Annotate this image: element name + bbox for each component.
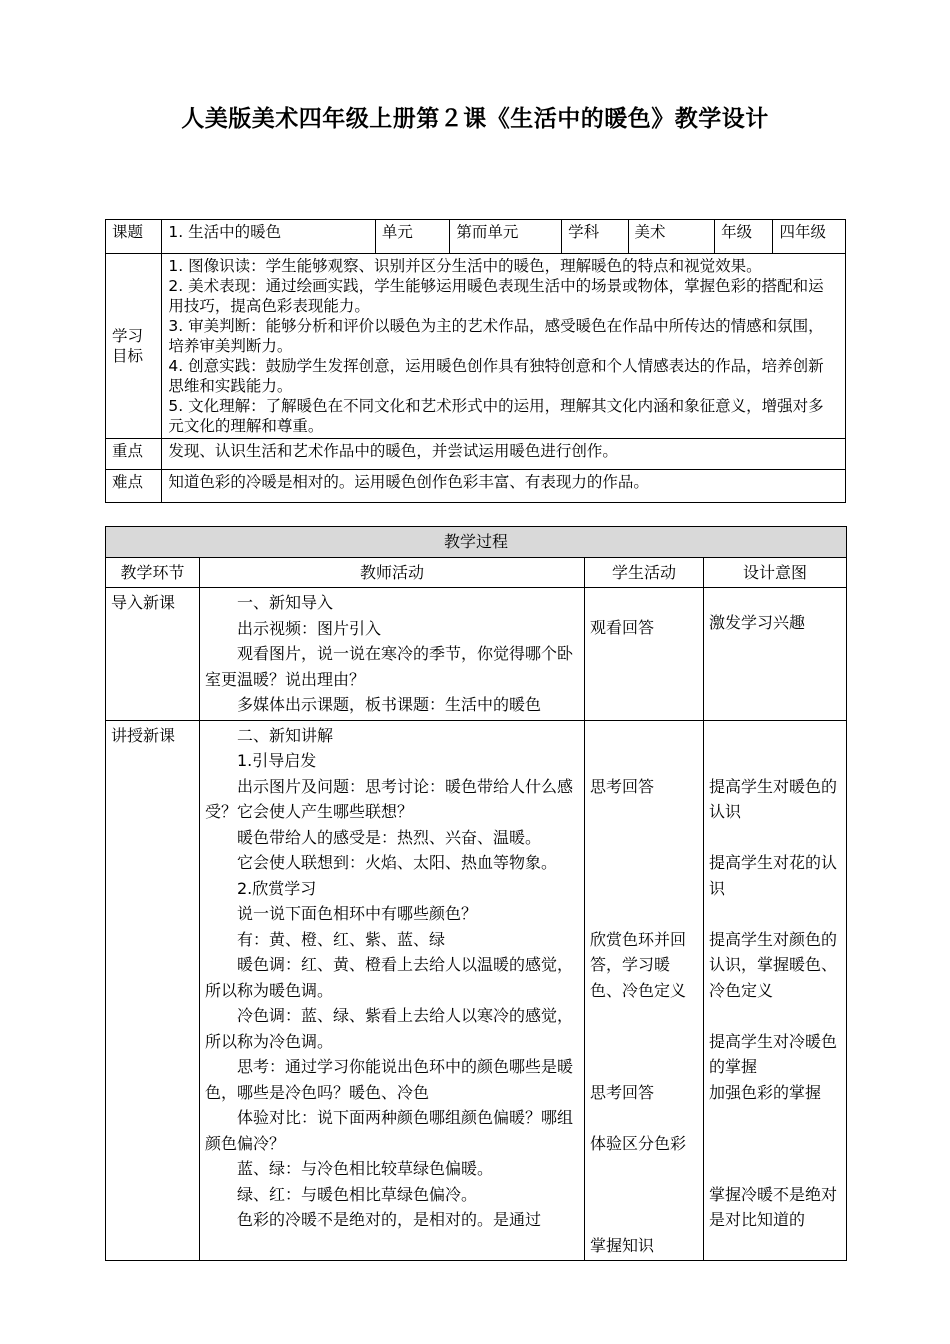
column-header: 教师活动 [200,557,585,588]
teacher-line: 冷色调：蓝、绿、紫看上去给人以寒冷的感觉，所以称为冷色调。 [205,1006,574,1051]
intent-text: 掌握冷暖不是绝对是对比知道的 [709,1184,838,1229]
key-value: 发现、认识生活和艺术作品中的暖色，并尝试运用暖色进行创作。 [162,439,846,470]
teacher-line: 2.欣赏学习 [237,878,317,898]
design-intent [704,720,847,1261]
stage-label: 导入新课 [106,588,200,721]
student-activity [585,720,704,1261]
teacher-line: 出示视频：图片引入 [237,618,382,638]
intent-text: 提高学生对花的认识 [709,853,838,898]
goals-label: 学习目标 [106,254,162,439]
teacher-line: 说一说下面色相环中有哪些颜色？ [237,904,478,923]
teacher-line: 一、新知导入 [237,593,334,612]
column-header: 学生活动 [585,557,704,588]
intent-text: 提高学生对颜色的认识，掌握暖色、冷色定义 [709,929,838,1000]
teacher-line: 色彩的冷暖不是绝对的，是相对的。是通过 [237,1210,542,1229]
teacher-line: 绿、红：与暖色相比草绿色偏冷。 [237,1184,478,1204]
grade-label: 年级 [715,220,773,254]
goal-item: 3. 审美判断：能够分析和评价以暖色为主的艺术作品，感受暖色在作品中所传达的情感和氛围，培养审美判断力。 [168,317,824,355]
student-text: 掌握知识 [590,1235,655,1255]
unit-label: 单元 [375,220,450,254]
topic-label: 课题 [106,220,162,254]
teacher-line: 暖色调：红、黄、橙看上去给人以温暖的感觉，所以称为暖色调。 [205,955,574,1000]
stage-label: 讲授新课 [106,720,200,1261]
process-header-row [106,527,847,558]
unit-value: 第而单元 [450,220,562,254]
student-text: 欣赏色环并回答，学习暖色、冷色定义 [590,929,687,1000]
goal-item: 1. 图像识读：学生能够观察、识别并区分生活中的暖色，理解暖色的特点和视觉效果。 [168,257,762,275]
difficult-label: 难点 [106,470,162,503]
teacher-activity [200,588,585,721]
student-text: 观看回答 [590,618,655,637]
intent-text: 加强色彩的掌握 [709,1082,822,1102]
stage-row-lecture [106,720,847,1261]
student-activity [585,588,704,721]
teacher-line: 多媒体出示课题，板书课题：生活中的暖色 [237,695,542,714]
design-intent [704,588,847,721]
subject-label: 学科 [562,220,628,254]
key-label: 重点 [106,439,162,470]
topic-value: 1. 生活中的暖色 [162,220,375,254]
document-title: 人美版美术四年级上册第２课《生活中的暖色》教学设计 [181,106,769,132]
goal-item: 4. 创意实践：鼓励学生发挥创意，运用暖色创作具有独特创意和个人情感表达的作品，培养创新思维和实践能力。 [168,357,824,395]
column-header: 设计意图 [704,557,847,588]
teacher-line: 二、新知讲解 [237,725,334,745]
teacher-line: 1.引导启发 [237,751,317,770]
student-text: 思考回答 [590,776,655,796]
teacher-activity [200,720,585,1261]
goal-item: 5. 文化理解：了解暖色在不同文化和艺术形式中的运用，理解其文化内涵和象征意义，增强对多元文化的理解和尊重。 [168,397,824,435]
teacher-line: 体验对比：说下面两种颜色哪组颜色偏暖？哪组颜色偏冷？ [205,1108,574,1153]
teacher-line: 有：黄、橙、红、紫、蓝、绿 [237,929,446,949]
column-header-row [106,557,847,588]
teacher-line: 观看图片，说一说在寒冷的季节，你觉得哪个卧室更温暖？说出理由？ [205,644,574,689]
teacher-line: 蓝、绿：与冷色相比较草绿色偏暖。 [237,1159,494,1178]
info-row-difficult [106,470,846,503]
student-text: 体验区分色彩 [590,1133,687,1153]
teacher-line: 思考：通过学习你能说出色环中的颜色哪些是暖色，哪些是冷色吗？暖色、冷色 [205,1057,574,1102]
teaching-process-table [105,526,847,1261]
info-row-key [106,439,846,470]
intent-text: 提高学生对冷暖色的掌握 [709,1031,838,1076]
info-row-goals [106,254,846,439]
intent-text: 激发学习兴趣 [709,613,806,632]
subject-value: 美术 [628,220,715,254]
grade-value: 四年级 [773,220,846,254]
lesson-info-table [105,219,846,503]
intent-text: 提高学生对暖色的认识 [709,776,838,821]
info-row-topic [106,220,846,254]
stage-row-intro [106,588,847,721]
goal-item: 2. 美术表现：通过绘画实践，学生能够运用暖色表现生活中的场景或物体，掌握色彩的搭配和运用技巧，提高色彩表现能力。 [168,277,824,315]
difficult-value: 知道色彩的冷暖是相对的。运用暖色创作色彩丰富、有表现力的作品。 [162,470,846,503]
teacher-line: 它会使人联想到：火焰、太阳、热血等物象。 [237,853,558,872]
column-header: 教学环节 [106,557,200,588]
process-header: 教学过程 [106,527,847,558]
student-text: 思考回答 [590,1082,655,1102]
teacher-line: 暖色带给人的感受是：热烈、兴奋、温暖。 [237,827,542,847]
goals-list [162,254,846,439]
teacher-line: 出示图片及问题：思考讨论：暖色带给人什么感受？它会使人产生哪些联想？ [205,776,574,821]
